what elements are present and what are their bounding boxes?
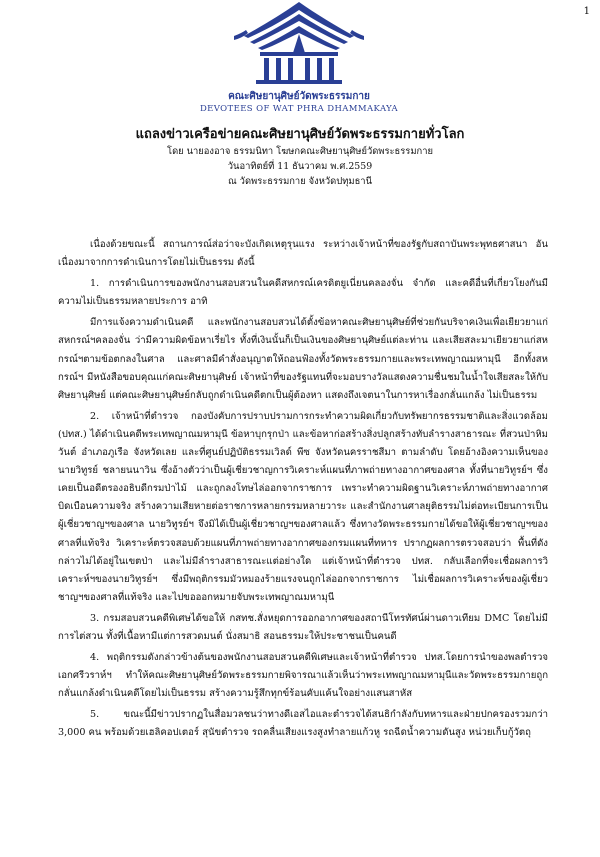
byline: โดย นายองอาจ ธรรมนิทา โฆษกคณะศิษยานุศิษย์วัดพระธรรมกาย bbox=[167, 146, 433, 157]
point-5-paragraph: 5. ขณะนี้มีข่าวปรากฏในสื่อมวลชนว่าทางดีเอสไอและตำรวจได้สนธิกำลังกับทหารและฝ่ายปกครองรวมกว่า 3,000 คน พร้อมด้วยเฮลิคอปเตอร์ สุนัขตำรวจ รถคลื่นเสียงแรงสูงทำลายแก้วหู รถฉีดน้ำความดันสูง หน่วยเก็บกู้วัตถุ bbox=[58, 709, 548, 739]
logo-name-thai: คณะศิษยานุศิษย์วัดพระธรรมกาย bbox=[228, 91, 370, 102]
point-3-paragraph: 3. กรมสอบสวนคดีพิเศษได้ขอให้ กสทช.สั่งหยุดการออกอากาศของสถานีโทรทัศน์ผ่านดาวเทียม DMC โดยไม่มีการไต่สวน ทั้งที่เนื้อหามีแต่การสวดมนต์ นั่งสมาธิ สอนธรรมะให้ประชาชนเป็นคนดี bbox=[58, 612, 548, 642]
document-header bbox=[0, 126, 600, 189]
document-body bbox=[58, 236, 548, 746]
place-line: ณ วัดพระธรรมกาย จังหวัดปทุมธานี bbox=[228, 176, 372, 187]
document-title: แถลงข่าวเครือข่ายคณะศิษยานุศิษย์วัดพระธรรมกายทั่วโลก bbox=[135, 127, 465, 142]
date-line: วันอาทิตย์ที่ 11 ธันวาคม พ.ศ.2559 bbox=[227, 161, 373, 172]
point-1-paragraph: 1. การดำเนินการของพนักงานสอบสวนในคดีสหกรณ์เครดิตยูเนี่ยนคลองจั่น จำกัด และคดีอื่นที่เกี่ยวโยงกันมีความไม่เป็นธรรมหลายประการ อาทิ bbox=[58, 278, 548, 308]
devotees-logo bbox=[184, 0, 414, 124]
page-number: 1 bbox=[583, 6, 590, 17]
point-1-detail-paragraph: มีการแจ้งความดำเนินคดี และพนักงานสอบสวนได้ตั้งข้อหาคณะศิษยานุศิษย์ที่ช่วยกันบริจาคเงินเพื่อเยียวยาแก่สหกรณ์ฯคลองจั่น ว่ามีความผิดข้อหาเรี่ยไร ทั้งที่เงินนั้นก็เป็นเงินของศิษยานุศิษย์แต่ละท่าน และเสียสละมาเยียวยาแก่สหกรณ์ฯตามข้อตกลงในศาล และศาลมีคำสั่งอนุญาตให้ถอนฟ้องทั้งวัดพระธรรมกายและพระเทพญาณมหามุนี อีกทั้งสหกรณ์ฯ มีหนังสือขอบคุณแก่คณะศิษยานุศิษย์ เจ้าหน้าที่ของรัฐแทนที่จะมอบรางวัลแสดงความชื่นชมในน้ำใจเสียสละให้กับศิษยานุศิษย์ แต่คณะศิษยานุศิษย์กลับถูกดำเนินคดีตกเป็นผู้ต้องหา แสดงถึงเจตนาในการหาเรื่องกลั่นแกล้ง ไม่เป็นธรรม bbox=[58, 317, 548, 401]
logo-name-english: DEVOTEES OF WAT PHRA DHAMMAKAYA bbox=[199, 104, 399, 114]
point-2-paragraph: 2. เจ้าหน้าที่ตำรวจ กองบังคับการปราบปรามการกระทำความผิดเกี่ยวกับทรัพยากรธรรมชาติและสิ่งแวดล้อม (ปทส.) ได้ดำเนินคดีพระเทพญาณมหามุนี ข้อหาบุกรุกป่า และข้อหาก่อสร้างสิ่งปลูกสร้างทับลำรางสาธารณะ ที่สวนป่าหิมวันต์ อำเภอภูเรือ จังหวัดเลย และที่ศูนย์ปฏิบัติธรรมเวิลด์ พีซ จังหวัดนครราชสีมา ตามลำดับ โดยอ้างอิงความเห็นของนายวิทูรย์ ชลายนนาวิน ซึ่งอ้างตัวว่าเป็นผู้เชี่ยวชาญการวิเคราะห์แผนที่ภาพถ่ายทางอากาศของศาล ทั้งที่นายวิทูรย์ฯ ซึ่งเคยเป็นอดีตรองอธิบดีกรมป่าไม้ และถูกลงโทษไล่ออกจากราชการ เพราะทำความผิดฐานวิเคราะห์ภาพถ่ายทางอากาศบิดเบือนความจริง สร้างความเสียหายต่อราชการหลายกรรมหลายวาระ และสำนักงานศาลยุติธรรมไม่ต่อทะเบียนการเป็นผู้เชี่ยวชาญฯของศาล นายวิทูรย์ฯ จึงมิได้เป็นผู้เชี่ยวชาญฯของศาลแล้ว ซึ่งทางวัดพระธรรมกายได้ขอให้ผู้เชี่ยวชาญฯของศาลที่แท้จริง วิเคราะห์ตรวจสอบด้วยแผนที่ภาพถ่ายทางอากาศของกรมแผนที่ทหาร ปรากฏผลการตรวจสอบว่า พื้นที่ดังกล่าวไม่ได้อยู่ในเขตป่า และไม่มีลำรางสาธารณะแต่อย่างใด แต่เจ้าหน้าที่ตำรวจ ปทส. กลับเลือกที่จะเชื่อผลการวิเคราะห์ฯของนายวิทูรย์ฯ ซึ่งมีพฤติกรรมมัวหมองร้ายแรงจนถูกไล่ออกจากราชการ ไม่เชื่อผลการวิเคราะห์ของผู้เชี่ยวชาญฯของศาลที่แท้จริง และไปขอออกหมายจับพระเทพญาณมหามุนี bbox=[58, 410, 548, 603]
intro-paragraph: เนื่องด้วยขณะนี้ สถานการณ์ส่อว่าจะบังเกิดเหตุรุนแรง ระหว่างเจ้าหน้าที่ของรัฐกับสถาบันพระพุทธศาสนา อันเนื่องมาจากการดำเนินการโดยไม่เป็นธรรม ดังนี้ bbox=[58, 239, 548, 269]
point-4-paragraph: 4. พฤติกรรมดังกล่าวข้างต้นของพนักงานสอบสวนคดีพิเศษและเจ้าหน้าที่ตำรวจ ปทส.โดยการนำของพลตำรวจเอกศรีวราห์ฯ ทำให้คณะศิษยานุศิษย์วัดพระธรรมกายพิจารณาแล้วเห็นว่าพระเทพญาณมหามุนีและวัดพระธรรมกายถูกกลั่นแกล้งดำเนินคดีโดยไม่เป็นธรรม สร้างความรู้สึกทุกข์ร้อนคับแค้นใจอย่างแสนสาหัส bbox=[58, 652, 548, 700]
temple-icon bbox=[234, 0, 364, 88]
